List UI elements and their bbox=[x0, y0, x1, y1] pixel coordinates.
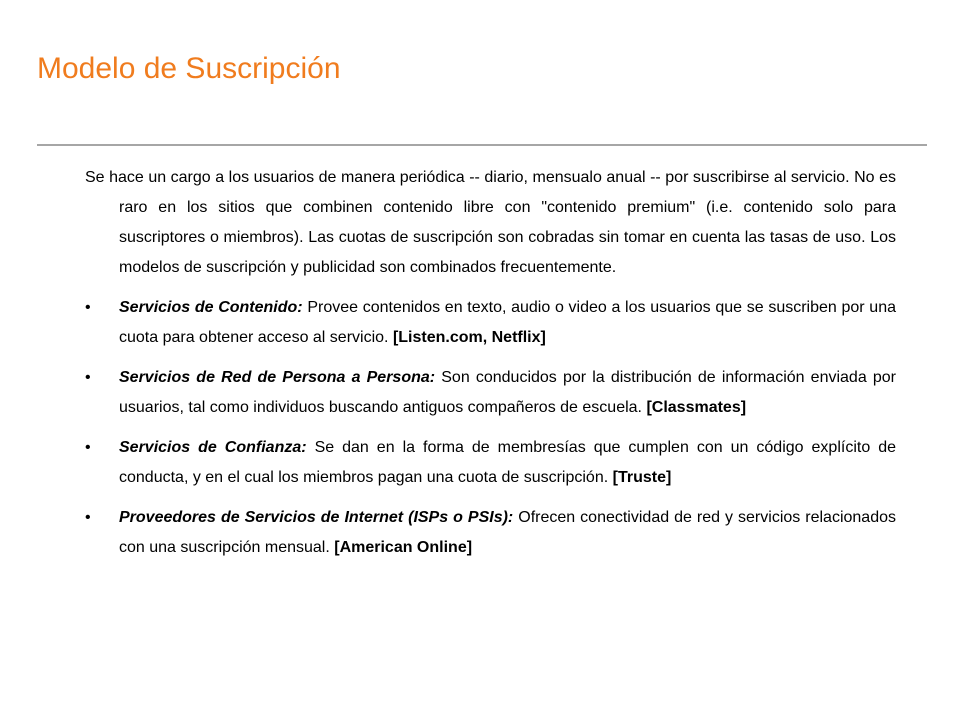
list-item bbox=[85, 503, 896, 563]
bullet-text: Se dan en la forma de membresías que cumplen con un código explícito de conducta, y en el cual los miembros pagan una cuota de suscripción. bbox=[119, 439, 896, 486]
list-item bbox=[85, 363, 896, 423]
bullet-reference: [Classmates] bbox=[646, 399, 747, 416]
bullet-icon: • bbox=[85, 509, 91, 526]
slide-body bbox=[85, 163, 896, 573]
slide-title: Modelo de Suscripción bbox=[37, 52, 341, 85]
title-divider bbox=[37, 144, 927, 146]
bullet-term: Servicios de Confianza: bbox=[119, 439, 307, 456]
bullet-reference: [Truste] bbox=[612, 469, 672, 486]
bullet-icon: • bbox=[85, 299, 91, 316]
bullet-icon: • bbox=[85, 369, 91, 386]
bullet-list bbox=[85, 293, 896, 563]
bullet-term: Proveedores de Servicios de Internet (ISPs o PSIs): bbox=[119, 509, 514, 526]
bullet-text: Ofrecen conectividad de red y servicios relacionados con una suscripción mensual. bbox=[119, 509, 896, 556]
bullet-icon: • bbox=[85, 439, 91, 456]
list-item bbox=[85, 293, 896, 353]
intro-paragraph: Se hace un cargo a los usuarios de manera periódica -- diario, mensualo anual -- por suscribirse al servicio. No es raro en los sitios que combinen contenido libre con "contenido premium" (i.e. contenido solo para suscriptores o miembros). Las cuotas de suscripción son cobradas sin tomar en cuenta las tasas de uso. Los modelos de suscripción y publicidad son combinados frecuentemente. bbox=[85, 169, 896, 276]
bullet-text: Provee contenidos en texto, audio o video a los usuarios que se suscriben por una cuota para obtener acceso al servicio. bbox=[119, 299, 897, 346]
bullet-reference: [Listen.com, Netflix] bbox=[392, 329, 546, 346]
bullet-text: Son conducidos por la distribución de información enviada por usuarios, tal como individuos buscando antiguos compañeros de escuela. bbox=[119, 369, 897, 416]
list-item bbox=[85, 433, 896, 493]
bullet-term: Servicios de Red de Persona a Persona: bbox=[119, 369, 436, 386]
bullet-reference: [American Online] bbox=[334, 539, 473, 556]
bullet-term: Servicios de Contenido: bbox=[119, 299, 303, 316]
